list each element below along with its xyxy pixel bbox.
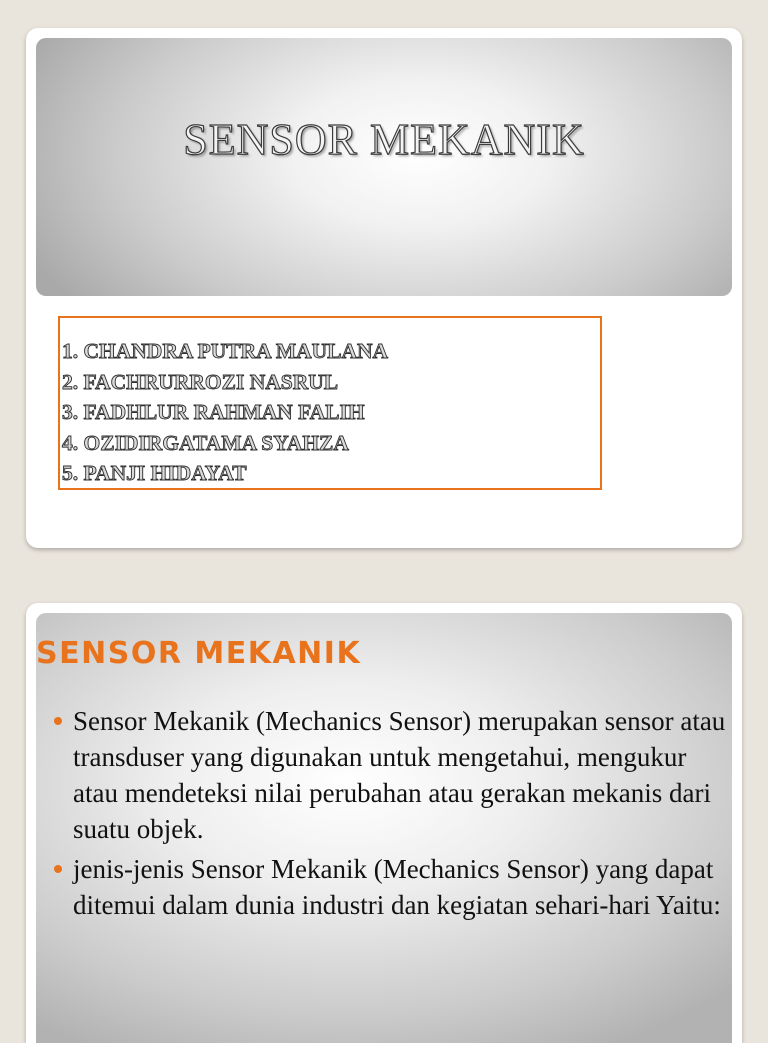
member-item: 1. CHANDRA PUTRA MAULANA	[62, 339, 389, 363]
title-slide	[26, 28, 742, 548]
members-list	[58, 316, 602, 490]
slide-title: SENSOR MEKANIK	[183, 115, 585, 164]
member-item: 5. PANJI HIDAYAT	[62, 461, 247, 485]
member-item: 2. FACHRURROZI NASRUL	[62, 369, 339, 394]
title-panel	[36, 38, 732, 296]
bullet-text: jenis-jenis Sensor Mekanik (Mechanics Sensor) yang dapat ditemui dalam dunia industri dan kegiatan sehari-hari Yaitu:	[73, 854, 721, 920]
member-item: 3. FADHLUR RAHMAN FALIH	[62, 400, 365, 424]
section-title: SENSOR MEKANIK	[36, 636, 362, 671]
bullet-item	[48, 851, 738, 923]
bullet-list	[48, 703, 738, 927]
bullet-item	[48, 703, 738, 847]
bullet-text: Sensor Mekanik (Mechanics Sensor) merupakan sensor atau transduser yang digunakan untuk mengetahui, mengukur atau mendeteksi nilai perubahan atau gerakan mekanis dari suatu objek.	[73, 706, 726, 844]
bullet-dot-icon	[54, 717, 62, 725]
member-item: 4. OZIDIRGATAMA SYAHZA	[62, 430, 349, 455]
bullet-dot-icon	[54, 865, 62, 873]
